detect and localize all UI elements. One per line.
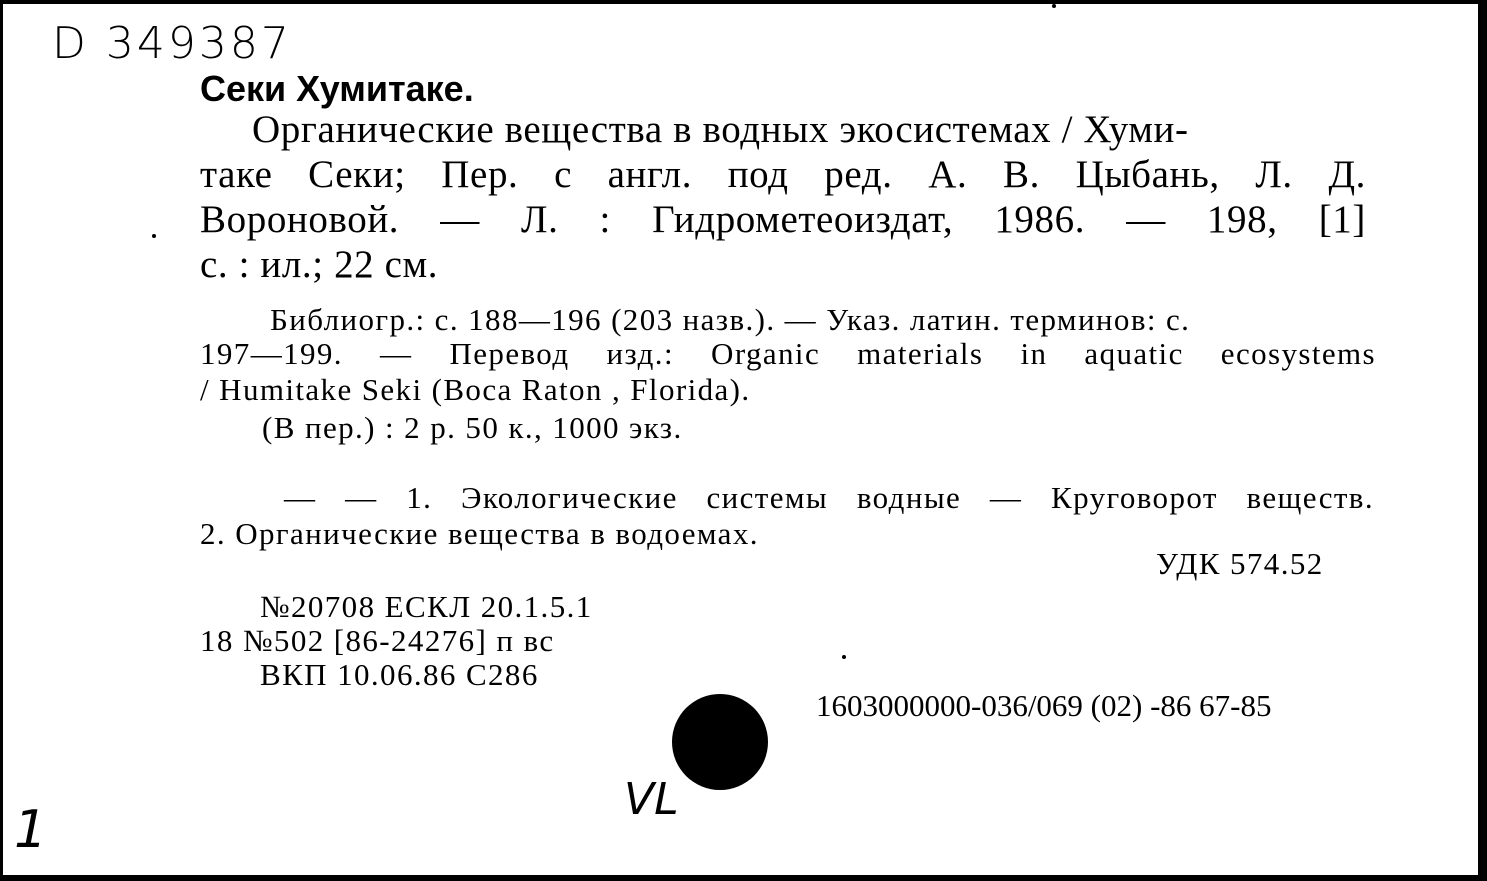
notes-line-2: 197—199. — Перевод изд.: Organic materials in aquatic ecosystems xyxy=(200,336,1376,371)
catalog-code: 1603000000-036/069 (02) -86 67-85 xyxy=(816,688,1272,723)
card-edge-right xyxy=(1478,0,1487,881)
author-heading: Секи Хумитаке. xyxy=(200,68,474,109)
title-line-3: Вороновой. — Л. : Гидрометеоиздат, 1986. — 198, [1] xyxy=(200,198,1366,241)
price-line: (В пер.) : 2 р. 50 к., 1000 экз. xyxy=(262,410,683,445)
dust-speck xyxy=(842,655,846,659)
handwritten-corner-mark: 1 xyxy=(14,800,48,860)
card-edge-top xyxy=(0,0,1487,4)
subject-line-1: — — 1. Экологические системы водные — Круговорот веществ. xyxy=(284,480,1374,515)
registry-line-2: 18 №502 [86-24276] п вс xyxy=(200,623,555,658)
registry-line-1: №20708 ЕСКЛ 20.1.5.1 xyxy=(260,589,593,624)
dust-speck xyxy=(152,234,156,238)
card-edge-left xyxy=(0,0,3,881)
card-edge-bottom xyxy=(0,875,1487,881)
dust-speck xyxy=(1052,4,1056,8)
title-line-1: Органические вещества в водных экосистемах / Хуми- xyxy=(252,108,1189,151)
subject-line-2: 2. Органические вещества в водоемах. xyxy=(200,516,759,551)
title-line-4: с. : ил.; 22 см. xyxy=(200,243,439,286)
notes-line-1: Библиогр.: с. 188—196 (203 назв.). — Указ. латин. терминов: с. xyxy=(270,302,1191,337)
title-line-2: таке Секи; Пер. с англ. под ред. А. В. Цыбань, Л. Д. xyxy=(200,153,1366,196)
punch-hole xyxy=(672,694,768,790)
udc-code: УДК 574.52 xyxy=(1156,546,1324,581)
registry-line-3: ВКП 10.06.86 С286 xyxy=(260,657,539,692)
handwritten-mark: VL xyxy=(624,774,679,825)
handwritten-inventory-number: D 349387 xyxy=(52,18,292,69)
notes-line-3: / Humitake Seki (Boca Raton , Florida). xyxy=(200,372,751,407)
